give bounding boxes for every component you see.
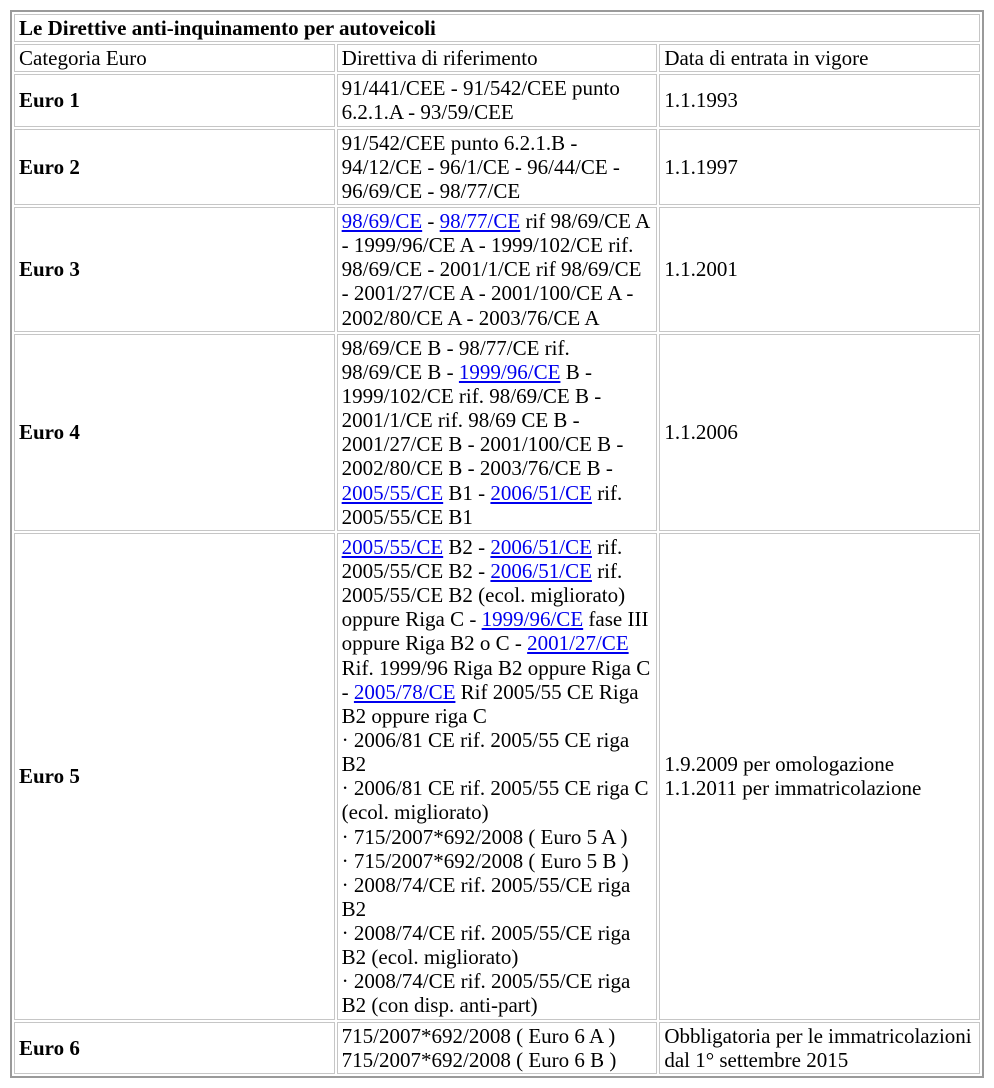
table-row: [14, 74, 980, 126]
directive-text: B - 1999/102/CE rif. 98/69/CE B - 2001/1/CE rif. 98/69 CE B - 2001/27/CE B - 2001/100/CE B - 2002/80/CE B - 2003/76/CE B -: [341, 359, 624, 481]
directive-text: · 2008/74/CE rif. 2005/55/CE riga B2: [341, 872, 631, 921]
directive-text: B1 -: [443, 480, 491, 505]
entry-date-text: 1.1.2011 per immatricolazione: [664, 776, 922, 801]
directive-text: -: [422, 208, 440, 233]
directive-text: Rif 2005/55 CE Riga B2 oppure riga C: [341, 679, 639, 728]
directive-link[interactable]: 1999/96/CE: [458, 359, 561, 384]
directive-cell: [337, 74, 658, 126]
table-title: Le Direttive anti-inquinamento per autoveicoli: [14, 14, 980, 42]
directive-text: rif. 2005/55/CE B1: [341, 480, 623, 529]
table-row: [14, 334, 980, 531]
directive-text: · 715/2007*692/2008 ( Euro 5 B ): [341, 848, 629, 873]
directive-text: · 2008/74/CE rif. 2005/55/CE riga B2 (con disp. anti-part): [341, 969, 631, 1018]
directive-link[interactable]: 2005/55/CE: [341, 534, 444, 559]
header-categoria-euro: Categoria Euro: [14, 44, 335, 72]
directive-text: · 2006/81 CE rif. 2005/55 CE riga C (ecol. migliorato): [341, 776, 649, 825]
entry-date-text: 1.9.2009 per omologazione: [664, 752, 895, 777]
entry-date-cell: [659, 74, 980, 126]
directive-text: fase III oppure Riga B2 o C -: [341, 607, 649, 656]
directive-link[interactable]: 2001/27/CE: [527, 631, 629, 656]
directive-link[interactable]: 2006/51/CE: [490, 534, 592, 559]
entry-date-cell: [659, 533, 980, 1020]
directive-text: rif 98/69/CE A - 1999/96/CE A - 1999/102/CE rif. 98/69/CE - 2001/1/CE rif 98/69/CE - 2001/27/CE A - 2001/100/CE A - 2002/80/CE A - 2003/76/CE A: [341, 208, 650, 330]
directive-text: rif. 2005/55/CE B2 (ecol. migliorato) oppure Riga C -: [341, 558, 626, 632]
directive-link[interactable]: 1999/96/CE: [481, 607, 584, 632]
euro-category-cell: Euro 1: [14, 74, 335, 126]
table-row: [14, 207, 980, 332]
directive-text: 715/2007*692/2008 ( Euro 6 B ): [341, 1047, 617, 1072]
directive-text: · 2008/74/CE rif. 2005/55/CE riga B2 (ecol. migliorato): [341, 921, 631, 970]
directive-link[interactable]: 2006/51/CE: [490, 480, 592, 505]
directive-text: 91/542/CEE punto 6.2.1.B - 94/12/CE - 96/1/CE - 96/44/CE - 96/69/CE - 98/77/CE: [341, 130, 620, 203]
directive-cell: [337, 207, 658, 332]
directive-link[interactable]: 2005/55/CE: [341, 480, 444, 505]
entry-date-text: 1.1.2006: [664, 420, 738, 445]
table-row: [14, 533, 980, 1020]
euro-category-cell: Euro 2: [14, 129, 335, 205]
table-row: [14, 1022, 980, 1074]
header-data-entrata-vigore: Data di entrata in vigore: [659, 44, 980, 72]
directive-text: rif. 2005/55/CE B2 -: [341, 534, 623, 583]
header-direttiva-di-riferimento: Direttiva di riferimento: [337, 44, 658, 72]
directive-cell: [337, 1022, 658, 1074]
directive-link[interactable]: 2005/78/CE: [353, 679, 456, 704]
directive-link[interactable]: 98/69/CE: [341, 208, 423, 233]
directive-text: Rif. 1999/96 Riga B2 oppure Riga C -: [341, 655, 651, 704]
directive-text: 715/2007*692/2008 ( Euro 6 A ): [341, 1023, 616, 1048]
table-row: [14, 129, 980, 205]
directive-cell: [337, 129, 658, 205]
directive-cell: [337, 533, 658, 1020]
directive-text: B2 -: [443, 534, 491, 559]
directive-text: · 715/2007*692/2008 ( Euro 5 A ): [341, 824, 628, 849]
entry-date-text: 1.1.1997: [664, 154, 738, 179]
title-row: [14, 14, 980, 42]
directive-text: 91/441/CEE - 91/542/CEE punto 6.2.1.A - 93/59/CEE: [341, 76, 620, 125]
entry-date-text: Obbligatoria per le immatricolazioni dal 1° settembre 2015: [664, 1023, 972, 1072]
euro-category-cell: Euro 4: [14, 334, 335, 531]
entry-date-cell: [659, 207, 980, 332]
directives-table-body: [14, 14, 980, 1074]
directive-text: 98/69/CE B - 98/77/CE rif. 98/69/CE B -: [341, 335, 570, 384]
euro-category-cell: Euro 5: [14, 533, 335, 1020]
entry-date-cell: [659, 129, 980, 205]
header-row: [14, 44, 980, 72]
anti-pollution-directives-table: [10, 10, 984, 1078]
euro-category-cell: Euro 6: [14, 1022, 335, 1074]
directive-cell: [337, 334, 658, 531]
entry-date-text: 1.1.1993: [664, 88, 738, 113]
directive-link[interactable]: 98/77/CE: [439, 208, 521, 233]
directive-link[interactable]: 2006/51/CE: [490, 558, 592, 583]
entry-date-cell: [659, 1022, 980, 1074]
entry-date-cell: [659, 334, 980, 531]
directive-text: · 2006/81 CE rif. 2005/55 CE riga B2: [341, 727, 630, 777]
euro-category-cell: Euro 3: [14, 207, 335, 332]
entry-date-text: 1.1.2001: [664, 257, 738, 282]
